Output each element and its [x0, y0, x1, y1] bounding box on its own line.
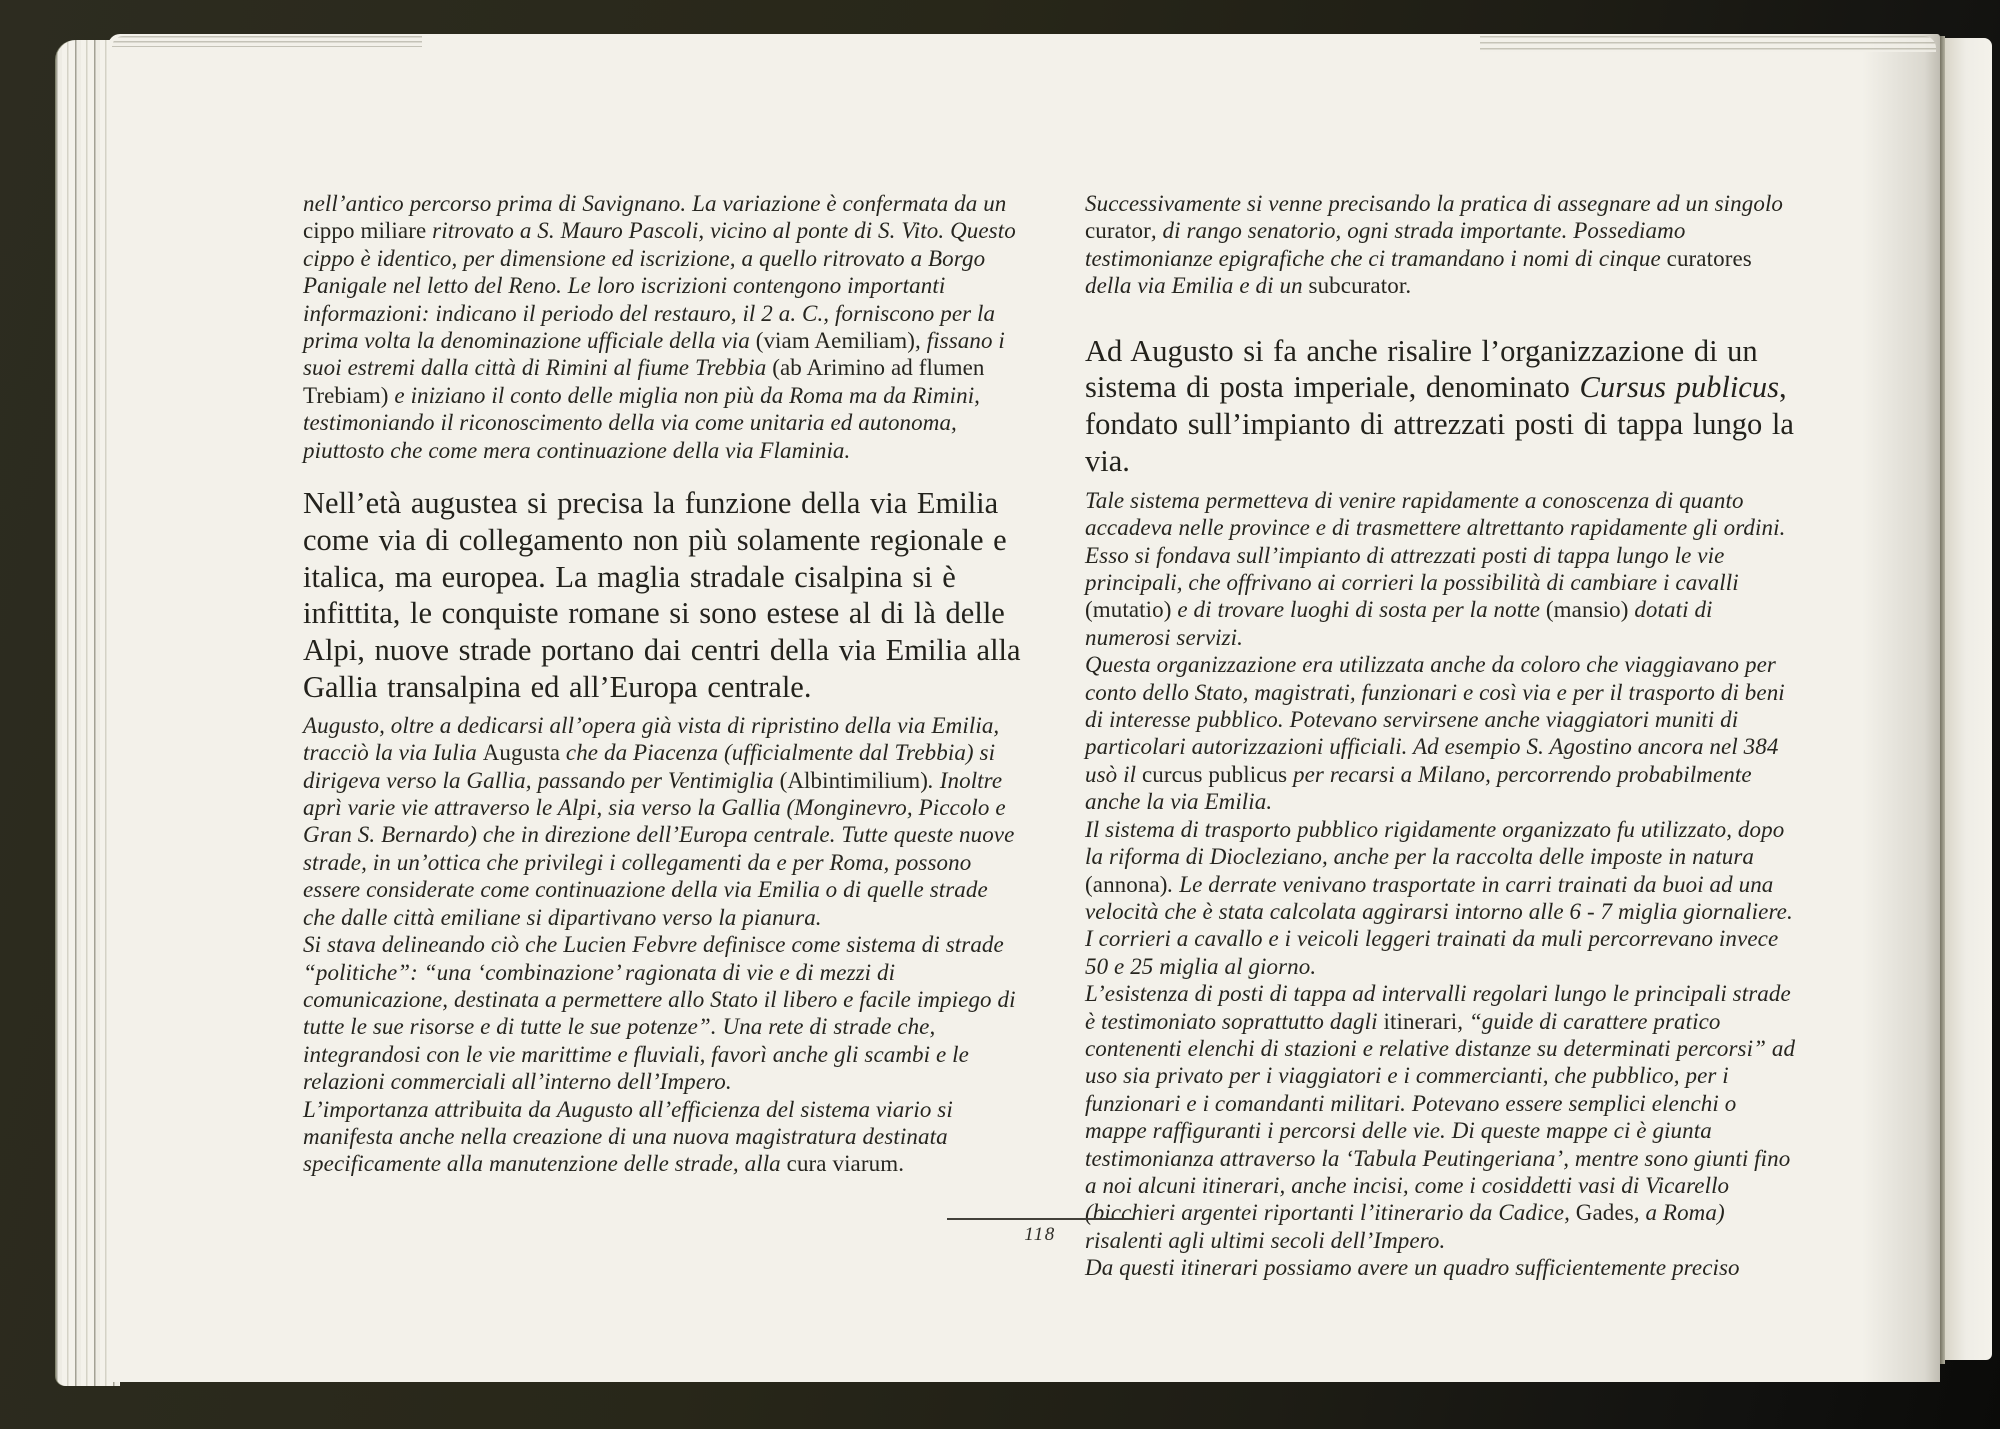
page-edge-stack-top — [112, 36, 422, 47]
text-run: Ad Augusto si fa anche risalire l’organizzazione di un sistema di posta imperiale, denominato — [1085, 333, 1758, 405]
text-run: . Le derrate venivano trasportate in carri trainati da buoi ad una velocità che è stata calcolata aggirarsi intorno alle 6 - 7 miglia giornaliere. I corrieri a cavallo e i veicoli leggeri trainati da muli percorrevano invece 50 e 25 miglia al giorno. — [1085, 871, 1793, 979]
text-run: per recarsi a Milano, percorrendo probabilmente anche la via Emilia. — [1085, 761, 1752, 815]
book-page — [108, 34, 1940, 1382]
text-run: , “guide di carattere pratico contenenti elenchi di stazioni e relative distanze su determinati percorsi” ad uso sia privato per i viaggiatori e i commercianti, che pubblico, per i funzionari e i comandanti militari. Potevano essere semplici elenchi o mappe raffiguranti i percorsi delle vie. Di queste mappe ci è giunta testimonianza attraverso la ‘Tabula Peutingeriana’, mentre sono giunti fino a noi alcuni itinerari, anche incisi, come i cosiddetti vasi di Vicarello (bicchieri argentei riportanti l’itinerario da Cadice, — [1085, 1008, 1796, 1226]
text-run: , fondato sull’impianto di attrezzati posti di tappa lungo la via. — [1085, 370, 1794, 479]
gutter-shadow — [1862, 34, 1940, 1382]
text-run: . Inoltre aprì varie vie attraverso le Alpi, sia verso la Gallia (Monginevro, Piccolo e Gran S. Bernardo) che in direzione dell’Europa centrale. Tutte queste nuove strade, in un’ottica che privilegi i collegamenti da e per Roma, possono essere considerate come continuazione della via Emilia o di quelle strade che dalle città emiliane si dipartivano verso la pianura. — [303, 767, 1015, 930]
text-run: cura viarum. — [786, 1151, 905, 1177]
paragraph — [1085, 1254, 1801, 1281]
text-run: Successivamente si venne precisando la pratica di assegnare ad un singolo — [1085, 191, 1784, 216]
text-run: Cursus publicus — [1579, 370, 1779, 405]
text-run: (ab Arimino ad flumen Trebiam) — [303, 355, 985, 408]
paragraph — [1085, 980, 1801, 1254]
page-number-rule — [947, 1218, 1133, 1220]
page-number-block — [947, 1218, 1133, 1246]
text-run: Augusta — [482, 740, 561, 766]
page-number: 118 — [1024, 1224, 1056, 1245]
text-run: della via Emilia e di un — [1085, 273, 1309, 299]
paragraph — [1085, 816, 1801, 980]
paragraph — [303, 931, 1025, 1095]
text-run: Gades — [1575, 1200, 1634, 1226]
text-run: Tale sistema permetteva di venire rapidamente a conoscenza di quanto accadeva nelle province e di trasmettere altrettanto rapidamente gli ordini. Esso si fondava sull’impianto di attrezzati posti di tappa lungo le vie principali, che offrivano ai corrieri la possibilità di cambiare i cavalli — [1085, 487, 1786, 596]
text-run: (annona) — [1085, 871, 1168, 897]
paragraph — [303, 190, 1025, 464]
text-run: curcus publicus — [1141, 761, 1288, 787]
paragraph — [1085, 190, 1801, 300]
text-run: Questa organizzazione era utilizzata anche da coloro che viaggiavano per conto dello Stato, magistrati, funzionari e così via e per il trasporto di beni di interesse pubblico. Potevano servirsene anche viaggiatori muniti di particolari autorizzazioni ufficiali. Ad esempio S. Agostino ancora nel 384 usò il — [1085, 652, 1785, 787]
paragraph — [1085, 487, 1801, 651]
page-edge-top-right — [1480, 36, 1936, 52]
text-run: ritrovato a S. Mauro Pascoli, vicino al ponte di S. Vito. Questo cippo è identico, per dimensione ed iscrizione, a quello ritrovato a Borgo Panigale nel letto del Reno. Le loro iscrizioni contengono importanti informazioni: indicano il periodo del restauro, il 2 a. C., forniscono per la prima volta la denominazione ufficiale della via — [303, 218, 1016, 354]
text-run: nell’antico percorso prima di Savignano. La variazione è confermata da un — [303, 191, 1007, 216]
text-run: Il sistema di trasporto pubblico rigidamente organizzato fu utilizzato, dopo la riforma di Diocleziano, anche per la raccolta delle imposte in natura — [1085, 816, 1785, 870]
text-run: e di trovare luoghi di sosta per la notte — [1171, 597, 1546, 623]
text-run: (Albintimilium) — [779, 767, 929, 793]
text-run: Nell’età augustea si precisa la funzione della via Emilia come via di collegamento non più solamente regionale e italica, ma europea. La maglia stradale cisalpina si è infittita, le conquiste romane si sono estese al di là delle Alpi, nuove strade portano dai centri della via Emilia alla Gallia transalpina ed all’Europa centrale. — [303, 486, 1021, 705]
text-run: , di rango senatorio, ogni strada importante. Possediamo testimonianze epigrafiche che ci tramandano i nomi di cinque — [1085, 218, 1686, 271]
text-run: , fissano i suoi estremi dalla città di Rimini al fiume Trebbia — [303, 328, 1005, 381]
text-run: dotati di numerosi servizi. — [1085, 597, 1713, 650]
text-run: (viam Aemiliam) — [755, 328, 915, 354]
left-column — [303, 190, 1025, 1178]
text-run: curatores — [1666, 245, 1752, 271]
paragraph — [1085, 651, 1801, 815]
text-run: itinerari — [1383, 1008, 1458, 1034]
section-heading — [1085, 333, 1801, 480]
text-run: Augusto, oltre a dedicarsi all’opera già vista di ripristino della via Emilia, tracciò la via Iulia — [303, 712, 1000, 766]
right-column — [1085, 190, 1801, 1282]
text-run: che da Piacenza (ufficialmente dal Trebbia) si dirigeva verso la Gallia, passando per Ventimiglia — [303, 740, 996, 793]
text-run: Da questi itinerari possiamo avere un quadro sufficientemente preciso — [1085, 1255, 1740, 1281]
text-run: subcurator. — [1308, 273, 1412, 299]
text-run: e iniziano il conto delle miglia non più da Roma ma da Rimini, testimoniando il riconoscimento della via come unitaria ed autonoma, piuttosto che come mera continuazione della via Flaminia. — [303, 382, 981, 463]
text-run: (mutatio) — [1085, 597, 1172, 623]
text-run: (mansio) — [1545, 597, 1629, 623]
section-heading — [303, 485, 1025, 706]
text-run: Si stava delineando ciò che Lucien Febvre definisce come sistema di strade “politiche”: “una ‘combinazione’ ragionata di vie e di mezzi di comunicazione, destinata a permettere allo Stato il libero e facile impiego di tutte le sue risorse e di tutte le sue potenze”. Una rete di strade che, integrandosi con le vie marittime e fluviali, favorì anche gli scambi e le relazioni commerciali all’interno dell’Impero. — [303, 932, 1016, 1095]
text-run: curator — [1085, 218, 1151, 244]
paragraph — [303, 712, 1025, 931]
text-run: , a Roma) risalenti agli ultimi secoli dell’Impero. — [1085, 1200, 1725, 1253]
text-run: cippo miliare — [303, 218, 427, 244]
facing-page-edge — [1945, 38, 1992, 1360]
text-run: L’esistenza di posti di tappa ad intervalli regolari lungo le principali strade è testimoniato soprattutto dagli — [1085, 981, 1791, 1034]
paragraph — [303, 1096, 1025, 1178]
text-run: L’importanza attribuita da Augusto all’efficienza del sistema viario si manifesta anche nella creazione di una nuova magistratura destinata specificamente alla manutenzione delle strade, alla — [303, 1096, 953, 1177]
